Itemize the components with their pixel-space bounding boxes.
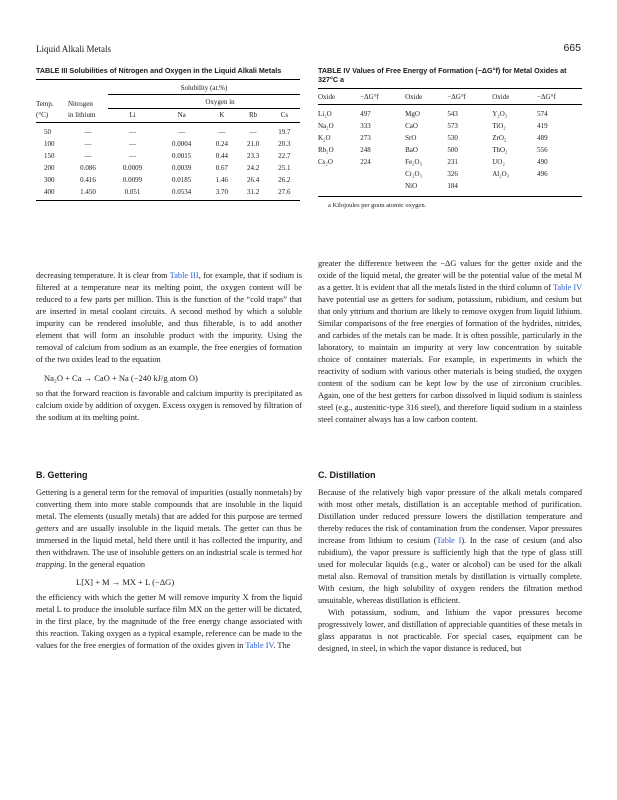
- table-iii-cell: 0.0015: [172, 151, 192, 160]
- table-iv-row: [318, 132, 582, 144]
- table-iv-cell: 497: [360, 110, 371, 118]
- table-iii-cell: 19.7: [278, 127, 291, 136]
- left-p3-text-end: . In the general equation: [64, 560, 145, 569]
- table-iii-cell: 24.2: [246, 163, 260, 172]
- section-heading-distillation: C. Distillation: [318, 470, 376, 480]
- table-iii-cell: 26.4: [246, 175, 260, 184]
- left-p4-text: the efficiency with which the getter M will remove impurity X from the liquid metal L to produce the insoluble surface film MX on the getter will be dictated, in the first place, by the magnitude of the free energy change associated with this reaction. Taking oxygen as a typical example, reference can be made to the values for the free energies of formation of the oxides given in: [36, 593, 302, 650]
- table-iii-col-li: Li: [108, 109, 157, 123]
- table-iii-cell: —: [249, 127, 257, 136]
- table-iv-cell: 333: [360, 122, 371, 130]
- table-iii-cell: 150: [44, 151, 55, 160]
- table-iii-row: [36, 174, 300, 186]
- left-p4-text-end: . The: [273, 641, 291, 650]
- table-iii-cell: 20.3: [278, 139, 291, 148]
- table-iv-link-2[interactable]: Table IV: [552, 283, 582, 292]
- table-iv-row: [318, 105, 582, 121]
- table-iv-cell: K₂O: [318, 134, 331, 142]
- table-iv-cell: [537, 180, 582, 192]
- table-iii-cell: 22.7: [278, 151, 291, 160]
- left-p3-text-cont: and are usually insoluble in the liquid metals. The getter can thus be immersed in the liquid metal, held there until it has collected the impurity, and then withdrawn. The use of insoluble getters on an industrial scale is termed: [36, 524, 302, 557]
- left-p1-text: decreasing temperature. It is clear from: [36, 271, 170, 280]
- table-iii-cell: 0.0534: [157, 186, 206, 201]
- table-iii-cell: 21.0: [246, 139, 260, 148]
- table-iv-cell: 273: [360, 134, 371, 142]
- table-iv-cell: Fe₂O₃: [405, 158, 423, 166]
- table-iii-row: [36, 150, 300, 162]
- right-p2-text-cont: ). In the case of cesium (and also rubidium), the vapor pressure is sufficiently high that the type of glass still used for molecular liquids (e.g., water or alcohol) can be used for the alkali metal also. Removal of transition metals by distillation is virtually complete. With cesium, the high solubility of oxygen renders the filtration method unsuitable, whereas distillation is efficient.: [318, 536, 582, 605]
- table-iv-cell: NiO: [405, 182, 418, 190]
- table-iv-row: [318, 120, 582, 132]
- table-iv-caption: TABLE IV Values of Free Energy of Formation (−ΔG°f) for Metal Oxides at 327°C a: [318, 66, 567, 84]
- table-iii-cell: 0.051: [108, 186, 157, 201]
- equation-2: L[X] + M → MX + L (−ΔG): [76, 577, 175, 587]
- table-iii-cell: 400: [36, 186, 68, 201]
- left-p2-text: so that the forward reaction is favorable and calcium impurity is precipitated as calcium oxide by addition of oxygen. Excess oxygen is removed by filtration of the sodium at its melting point.: [36, 389, 302, 422]
- table-iv-cell: 556: [537, 146, 548, 154]
- table-iii-nitrogen-header: Nitrogen: [68, 100, 93, 108]
- left-column-top: [36, 270, 302, 424]
- table-iv-cell: 574: [537, 110, 548, 118]
- table-iii-cell: —: [129, 139, 137, 148]
- right-column-top: [318, 258, 582, 426]
- term-getters: getters: [36, 524, 59, 533]
- table-iv-header-oxide-3: Oxide: [492, 89, 537, 105]
- right-p1-text-cont: have potential use as getters for sodium, potassium, rubidium, and cesium but that only yttrium and thorium are likely to remove oxygen from liquid lithium. Similar comparisons of the free energies of formation of the hydrides, nitrides, and carbides of the metals can be made. It is often possible, particularly in the laboratory, to maintain an impurity at very low concentration by suitable choice of container materials. For example, in experiments in which the reactivity of sodium with various other materials is being studied, the oxygen content of the sodium can be kept low by the use of zirconium crucibles. Again, one of the best getters for carbon dissolved in liquid sodium is stainless steel (e.g., austenitic-type 316 steel), and therefore liquid sodium in a stainless steel container always has a low carbon content.: [318, 295, 582, 424]
- table-iv-header-oxide-2: Oxide: [405, 89, 447, 105]
- table-iii-temp-header: Temp.: [36, 100, 54, 108]
- table-iii-cell: 25.1: [278, 163, 291, 172]
- table-iv-cell: Rb₂O: [318, 146, 334, 154]
- table-iv-cell: UO₂: [492, 158, 505, 166]
- table-iii-row: [36, 162, 300, 174]
- table-iv: [318, 66, 582, 209]
- table-iv-cell: ZrO₂: [492, 134, 507, 142]
- table-iii-row: [36, 122, 300, 138]
- table-iii: [36, 66, 300, 201]
- table-iii-cell: 26.2: [278, 175, 291, 184]
- left-p3-text: Gettering is a general term for the removal of impurities (usually nonmetals) by converting them into more stable compounds that are insoluble in the liquid metal. The elements (usually metals) that are added for this purpose are termed: [36, 488, 302, 521]
- table-iii-cell: 31.2: [237, 186, 268, 201]
- table-iv-row: [318, 168, 582, 180]
- table-iv-cell: TiO₂: [492, 122, 506, 130]
- table-iv-row: [318, 156, 582, 168]
- table-iv-cell: 489: [537, 134, 548, 142]
- table-iii-cell: 0.0185: [172, 175, 192, 184]
- section-heading-gettering: B. Gettering: [36, 470, 88, 480]
- table-iii-cell: 0.0004: [172, 139, 192, 148]
- table-iii-cell: 300: [44, 175, 55, 184]
- table-iv-cell: Cr₂O₃: [405, 170, 423, 178]
- table-iv-cell: 573: [447, 122, 458, 130]
- table-iii-cell: 23.3: [246, 151, 260, 160]
- term-hot-trapping: hot trapping: [36, 548, 302, 569]
- table-iii-cell: —: [84, 151, 92, 160]
- table-iv-cell: Na₂O: [318, 122, 334, 130]
- table-iv-cell: [318, 180, 360, 192]
- table-iv-cell: 224: [360, 158, 371, 166]
- table-i-link[interactable]: Table I: [436, 536, 462, 545]
- table-iv-cell: 419: [537, 122, 548, 130]
- table-iv-cell: 543: [447, 110, 458, 118]
- right-p3-text: With potassium, sodium, and lithium the vapor pressures become progressively lower, and distillation of appreciable quantities of these metals in glass apparatus is not practicable. For special cases, equipment can be designed, in steel, in which the vapor distance is reduced, but: [318, 608, 582, 653]
- table-iv-cell: Y₂O₃: [492, 110, 508, 118]
- left-column-bottom: [36, 487, 302, 652]
- table-iv-header-oxide-1: Oxide: [318, 89, 360, 105]
- table-iii-grid: [36, 80, 300, 201]
- table-iii-temp-unit: (°C): [36, 109, 68, 123]
- table-iv-cell: 184: [447, 182, 458, 190]
- equation-1: Na₂O + Ca → CaO + Na (−240 kJ/g atom O): [44, 373, 198, 383]
- table-iii-cell: —: [84, 127, 92, 136]
- right-column-bottom: [318, 487, 582, 655]
- table-iii-cell: 0.24: [215, 139, 228, 148]
- table-iii-row: [36, 138, 300, 150]
- table-iii-cell: —: [84, 139, 92, 148]
- table-iv-cell: 500: [447, 146, 458, 154]
- table-iv-row: [318, 144, 582, 156]
- table-iii-cell: —: [129, 127, 137, 136]
- table-iv-link[interactable]: Table IV: [245, 641, 274, 650]
- table-iv-cell: 496: [537, 170, 548, 178]
- table-iv-cell: 490: [537, 158, 548, 166]
- table-iv-cell: 231: [447, 158, 458, 166]
- table-iii-col-k: K: [206, 109, 237, 123]
- table-iii-group-header: Solubility (at.%): [108, 80, 300, 95]
- table-iv-cell: 248: [360, 146, 371, 154]
- table-iii-cell: —: [178, 127, 186, 136]
- table-iii-caption: TABLE III Solubilities of Nitrogen and Oxygen in the Liquid Alkali Metals: [36, 66, 282, 75]
- table-iii-cell: 0.67: [215, 163, 228, 172]
- table-iii-cell: 1.450: [68, 186, 108, 201]
- table-iii-oxygen-header: Oxygen in: [108, 95, 300, 109]
- left-p1-text-cont: , for example, that if sodium is filtered at a temperature near its melting point, the oxygen content will be reduced to a few parts per million. This is the function of the “cold traps” that are inserted in metal coolant circuits. A second method by which a soluble impurity can be rendered insoluble, and thus filterable, is to add another element that will form an insoluble product with the impurity. Using the removal of calcium from sodium as an example, the free energies of formation of the two oxides lead to the equation: [36, 271, 302, 364]
- table-iv-cell: 530: [447, 134, 458, 142]
- table-iv-cell: CaO: [405, 122, 418, 130]
- table-iii-cell: 0.0099: [122, 175, 143, 184]
- table-iii-cell: 50: [44, 127, 51, 136]
- page-number: 665: [563, 42, 581, 54]
- right-p2-text: Because of the relatively high vapor pressure of the alkali metals compared with most other metals, distillation is an acceptable method of purification. Distillation under reduced pressure lowers the distillation temperature and thereby reduces the risk of contamination from the condenser. Vapor pressures increase from lithium to cesium (: [318, 488, 582, 545]
- table-iv-cell: Cs₂O: [318, 158, 333, 166]
- table-iv-cell: MgO: [405, 110, 420, 118]
- table-iii-cell: 0.086: [80, 163, 96, 172]
- table-iii-cell: 0.0039: [172, 163, 192, 172]
- table-iii-row: [36, 186, 300, 201]
- table-iv-header-dg-3: −ΔG°f: [537, 89, 582, 105]
- table-iv-cell: 326: [447, 170, 458, 178]
- table-iii-col-cs: Cs: [269, 109, 300, 123]
- table-iii-cell: 0.0009: [122, 163, 143, 172]
- table-iii-cell: 27.6: [269, 186, 300, 201]
- table-iii-cell: 3.70: [206, 186, 237, 201]
- table-iv-cell: SrO: [405, 134, 417, 142]
- right-p1-text: greater the difference between the −ΔG values for the getter oxide and the oxide of the liquid metal, the greater will be the potential value of the metal M as a getter. It is evident that all the metals listed in the third column of: [318, 259, 582, 292]
- running-header: Liquid Alkali Metals: [36, 44, 111, 54]
- table-iii-cell: 200: [44, 163, 55, 172]
- table-iii-link[interactable]: Table III: [169, 271, 199, 280]
- table-iii-cell: —: [129, 151, 137, 160]
- table-iii-col-na: Na: [157, 109, 206, 123]
- table-iv-cell: [318, 168, 360, 180]
- table-iii-cell: 1.46: [215, 175, 228, 184]
- table-iv-cell: ThO₂: [492, 146, 508, 154]
- table-iii-cell: 0.416: [80, 175, 96, 184]
- table-iv-cell: [492, 180, 537, 192]
- table-iii-col-rb: Rb: [237, 109, 268, 123]
- table-iii-cell: 100: [44, 139, 55, 148]
- table-iv-cell: Al₂O₃: [492, 170, 510, 178]
- table-iv-header-dg-1: −ΔG°f: [360, 89, 405, 105]
- table-iv-grid: [318, 89, 582, 192]
- table-iv-footnote: a Kilojoules per gram atomic oxygen.: [328, 202, 427, 209]
- table-iv-cell: [360, 168, 405, 180]
- table-iv-cell: Li₂O: [318, 110, 332, 118]
- table-iv-row: [318, 180, 582, 192]
- table-iv-cell: BaO: [405, 146, 418, 154]
- table-iii-cell: 0.44: [215, 151, 228, 160]
- table-iii-cell: —: [218, 127, 226, 136]
- table-iii-nitrogen-unit: in lithium: [68, 109, 108, 123]
- table-iv-cell: [360, 180, 405, 192]
- table-iv-header-dg-2: −ΔG°f: [447, 89, 492, 105]
